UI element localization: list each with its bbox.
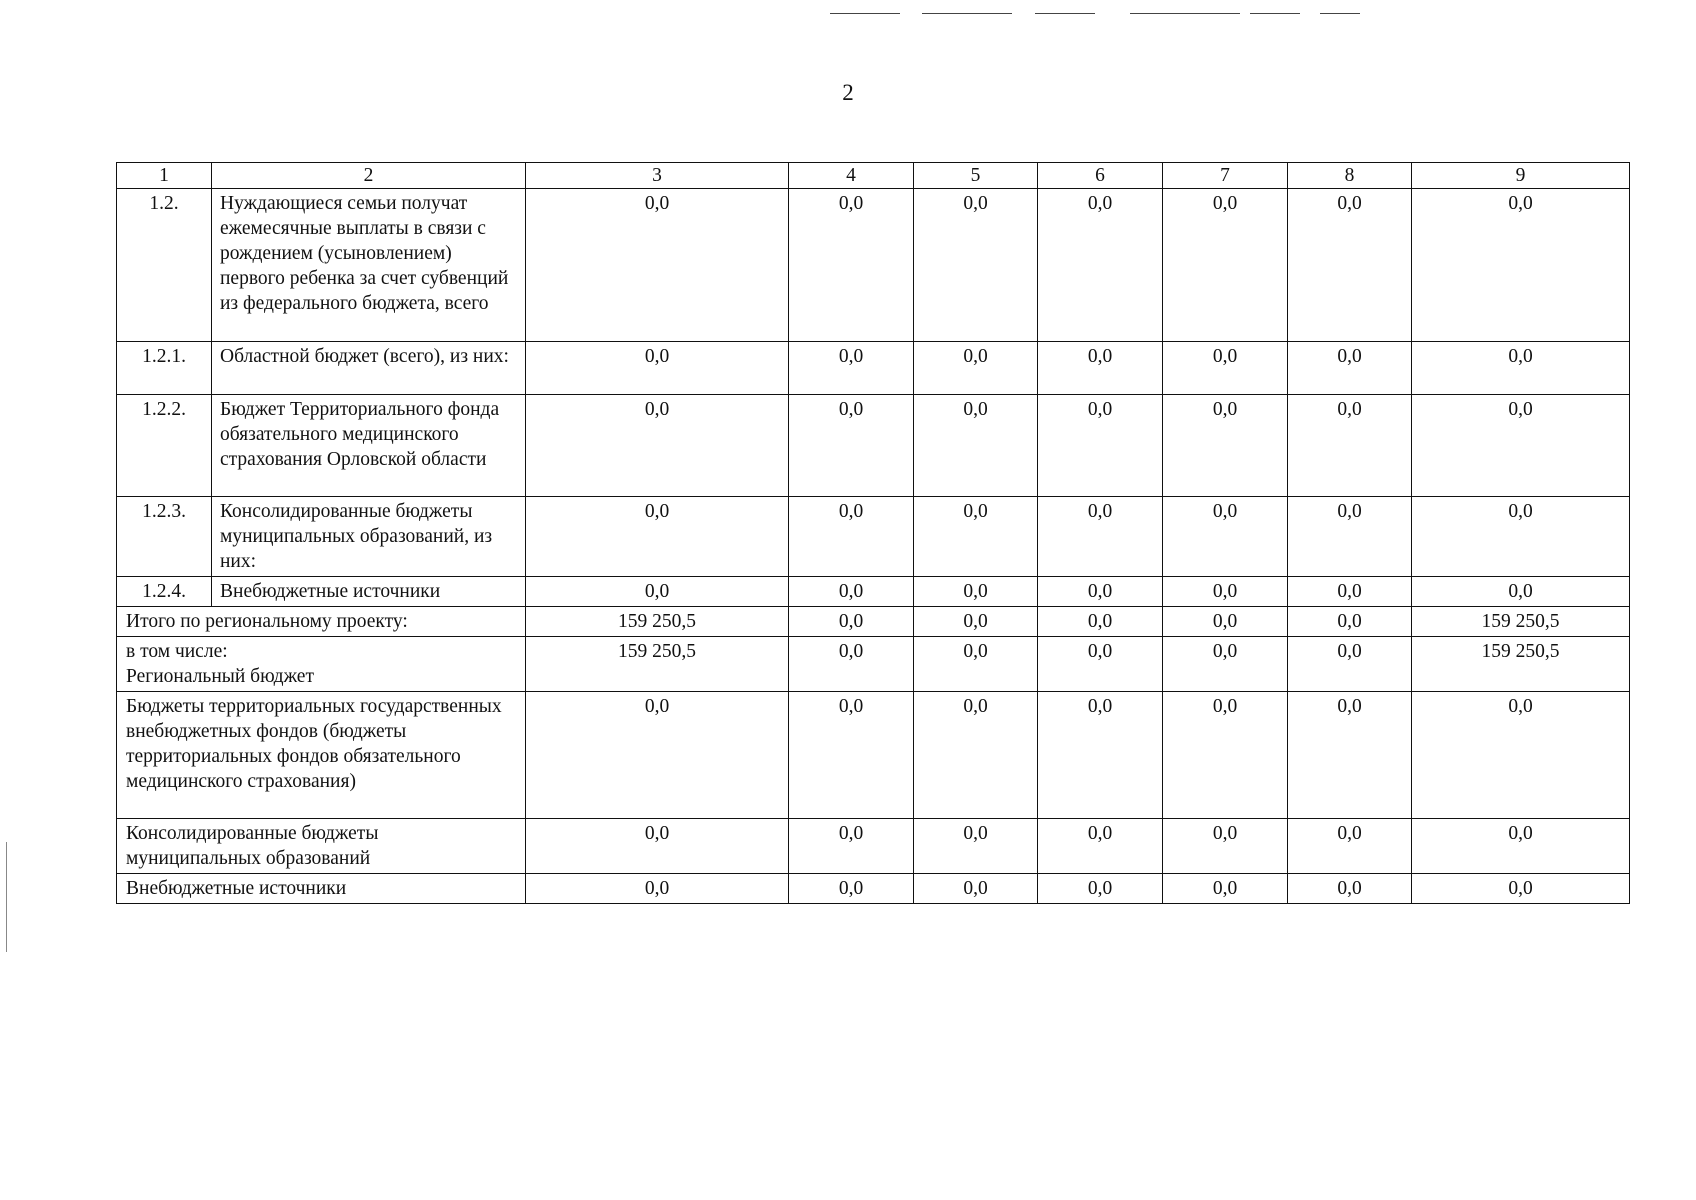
total-row bbox=[117, 819, 1630, 874]
value-cell: 0,0 bbox=[789, 342, 914, 395]
total-row bbox=[117, 637, 1630, 692]
row-name: Нуждающиеся семьи получат ежемесячные выплаты в связи с рождением (усыновлением) первого ребенка за счет субвенций из федерального бюджета, всего bbox=[212, 189, 526, 342]
value-cell: 0,0 bbox=[914, 577, 1038, 607]
value-cell: 0,0 bbox=[1163, 692, 1288, 819]
scan-edge-line bbox=[6, 842, 7, 952]
table-row bbox=[117, 497, 1630, 577]
value-cell: 0,0 bbox=[1288, 607, 1412, 637]
total-label: Внебюджетные источники bbox=[117, 874, 526, 904]
value-cell: 0,0 bbox=[1163, 607, 1288, 637]
value-cell: 0,0 bbox=[1412, 692, 1630, 819]
column-header: 2 bbox=[212, 163, 526, 189]
value-cell: 0,0 bbox=[789, 497, 914, 577]
value-cell: 0,0 bbox=[1288, 692, 1412, 819]
value-cell: 0,0 bbox=[1288, 395, 1412, 497]
value-cell: 0,0 bbox=[1163, 819, 1288, 874]
value-cell: 0,0 bbox=[789, 607, 914, 637]
value-cell: 0,0 bbox=[1038, 342, 1163, 395]
total-label: Итого по региональному проекту: bbox=[117, 607, 526, 637]
value-cell: 0,0 bbox=[1412, 577, 1630, 607]
value-cell: 0,0 bbox=[1038, 607, 1163, 637]
value-cell: 0,0 bbox=[1038, 189, 1163, 342]
value-cell: 0,0 bbox=[1288, 497, 1412, 577]
value-cell: 159 250,5 bbox=[526, 637, 789, 692]
total-label bbox=[117, 637, 526, 692]
value-cell: 0,0 bbox=[914, 497, 1038, 577]
total-row bbox=[117, 692, 1630, 819]
value-cell: 0,0 bbox=[1038, 874, 1163, 904]
total-label: Бюджеты территориальных государственных внебюджетных фондов (бюджеты территориальных фондов обязательного медицинского страхования) bbox=[117, 692, 526, 819]
value-cell: 0,0 bbox=[526, 874, 789, 904]
value-cell: 0,0 bbox=[1288, 577, 1412, 607]
value-cell: 0,0 bbox=[789, 637, 914, 692]
total-row bbox=[117, 607, 1630, 637]
value-cell: 0,0 bbox=[1412, 874, 1630, 904]
value-cell: 0,0 bbox=[914, 395, 1038, 497]
table-row bbox=[117, 395, 1630, 497]
value-cell: 0,0 bbox=[526, 395, 789, 497]
row-name: Бюджет Территориального фонда обязательного медицинского страхования Орловской области bbox=[212, 395, 526, 497]
value-cell: 0,0 bbox=[914, 692, 1038, 819]
value-cell: 0,0 bbox=[914, 874, 1038, 904]
value-cell: 0,0 bbox=[1038, 395, 1163, 497]
value-cell: 159 250,5 bbox=[1412, 607, 1630, 637]
value-cell: 0,0 bbox=[1288, 874, 1412, 904]
row-name: Внебюджетные источники bbox=[212, 577, 526, 607]
row-code: 1.2.3. bbox=[117, 497, 212, 577]
total-label-line: Региональный бюджет bbox=[126, 666, 314, 687]
value-cell: 0,0 bbox=[789, 395, 914, 497]
value-cell: 0,0 bbox=[1412, 189, 1630, 342]
row-code: 1.2.4. bbox=[117, 577, 212, 607]
value-cell: 0,0 bbox=[1163, 189, 1288, 342]
value-cell: 0,0 bbox=[526, 497, 789, 577]
row-code: 1.2.1. bbox=[117, 342, 212, 395]
page-number: 2 bbox=[842, 80, 854, 105]
value-cell: 0,0 bbox=[1288, 819, 1412, 874]
value-cell: 0,0 bbox=[1412, 819, 1630, 874]
scan-artifact-lines bbox=[830, 13, 1430, 15]
value-cell: 0,0 bbox=[914, 607, 1038, 637]
column-header: 3 bbox=[526, 163, 789, 189]
value-cell: 0,0 bbox=[1412, 395, 1630, 497]
value-cell: 0,0 bbox=[1412, 342, 1630, 395]
value-cell: 0,0 bbox=[789, 819, 914, 874]
table-row bbox=[117, 189, 1630, 342]
column-header: 6 bbox=[1038, 163, 1163, 189]
value-cell: 0,0 bbox=[1163, 577, 1288, 607]
value-cell: 0,0 bbox=[1163, 874, 1288, 904]
value-cell: 0,0 bbox=[1038, 819, 1163, 874]
row-code: 1.2. bbox=[117, 189, 212, 342]
column-number-row bbox=[117, 163, 1630, 189]
value-cell: 0,0 bbox=[1288, 342, 1412, 395]
value-cell: 0,0 bbox=[914, 342, 1038, 395]
value-cell: 0,0 bbox=[1163, 637, 1288, 692]
table-row bbox=[117, 577, 1630, 607]
value-cell: 0,0 bbox=[789, 577, 914, 607]
value-cell: 0,0 bbox=[526, 342, 789, 395]
value-cell: 0,0 bbox=[914, 819, 1038, 874]
column-header: 5 bbox=[914, 163, 1038, 189]
value-cell: 0,0 bbox=[789, 189, 914, 342]
value-cell: 159 250,5 bbox=[1412, 637, 1630, 692]
value-cell: 0,0 bbox=[1038, 692, 1163, 819]
column-header: 4 bbox=[789, 163, 914, 189]
value-cell: 0,0 bbox=[1163, 395, 1288, 497]
value-cell: 0,0 bbox=[789, 692, 914, 819]
table-row bbox=[117, 342, 1630, 395]
value-cell: 0,0 bbox=[914, 637, 1038, 692]
value-cell: 0,0 bbox=[1412, 497, 1630, 577]
value-cell: 0,0 bbox=[1163, 342, 1288, 395]
row-code: 1.2.2. bbox=[117, 395, 212, 497]
value-cell: 0,0 bbox=[1038, 497, 1163, 577]
value-cell: 0,0 bbox=[526, 819, 789, 874]
value-cell: 0,0 bbox=[1163, 497, 1288, 577]
row-name: Консолидированные бюджеты муниципальных образований, из них: bbox=[212, 497, 526, 577]
value-cell: 0,0 bbox=[1038, 637, 1163, 692]
row-name: Областной бюджет (всего), из них: bbox=[212, 342, 526, 395]
column-header: 8 bbox=[1288, 163, 1412, 189]
value-cell: 0,0 bbox=[1038, 577, 1163, 607]
column-header: 7 bbox=[1163, 163, 1288, 189]
value-cell: 0,0 bbox=[526, 189, 789, 342]
column-header: 9 bbox=[1412, 163, 1630, 189]
value-cell: 0,0 bbox=[1288, 189, 1412, 342]
total-row bbox=[117, 874, 1630, 904]
value-cell: 0,0 bbox=[526, 577, 789, 607]
value-cell: 0,0 bbox=[1288, 637, 1412, 692]
value-cell: 0,0 bbox=[526, 692, 789, 819]
budget-table bbox=[116, 162, 1630, 904]
total-label: Консолидированные бюджеты муниципальных образований bbox=[117, 819, 526, 874]
value-cell: 0,0 bbox=[789, 874, 914, 904]
total-label-line: в том числе: bbox=[126, 641, 228, 662]
value-cell: 159 250,5 bbox=[526, 607, 789, 637]
value-cell: 0,0 bbox=[914, 189, 1038, 342]
column-header: 1 bbox=[117, 163, 212, 189]
